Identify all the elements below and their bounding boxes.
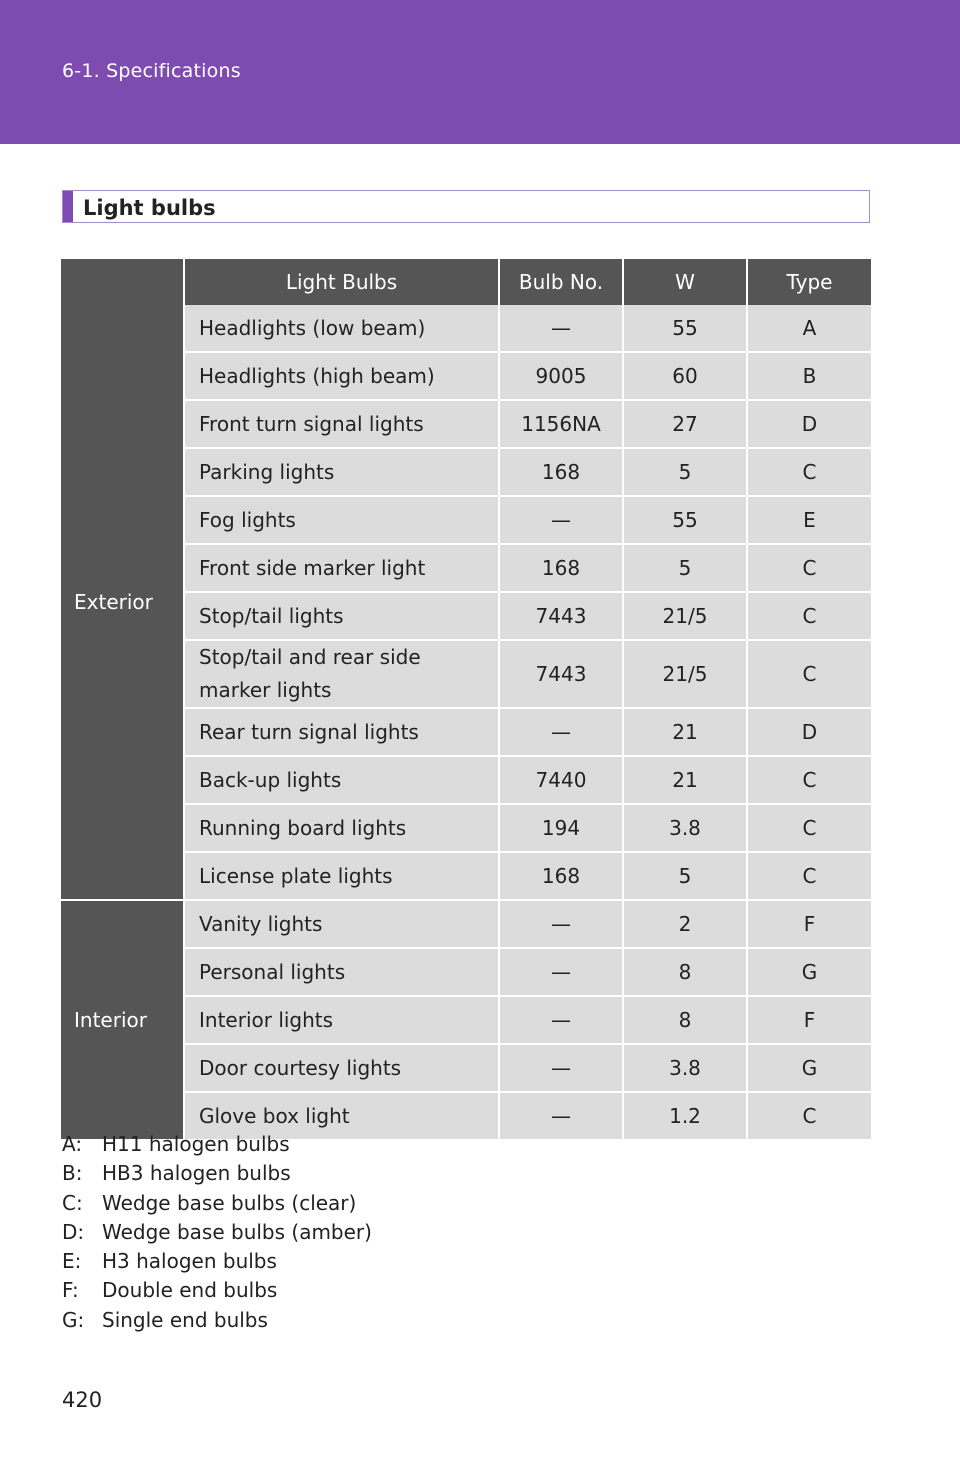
type-cell: C [747,804,871,852]
column-header: Bulb No. [499,259,623,305]
bulb-number-cell: 194 [499,804,623,852]
legend-key: G: [62,1307,85,1332]
bulb-number-cell: — [499,496,623,544]
column-header: W [623,259,747,305]
bulb-number-cell: 7443 [499,640,623,708]
bulb-number-cell: 9005 [499,352,623,400]
wattage-cell: 5 [623,448,747,496]
category-cell: Exterior [61,305,184,900]
type-cell: C [747,852,871,900]
type-cell: B [747,352,871,400]
type-cell: D [747,708,871,756]
table-header-row [61,259,871,305]
bulb-number-cell: 168 [499,544,623,592]
table-body [61,305,871,1140]
type-cell: A [747,305,871,352]
bulb-number-cell: 7443 [499,592,623,640]
bulb-name-cell: Rear turn signal lights [184,708,499,756]
bulb-number-cell: — [499,996,623,1044]
bulb-number-cell: — [499,948,623,996]
legend-item [62,1130,372,1159]
bulb-number-cell: — [499,1044,623,1092]
bulb-number-cell: 168 [499,852,623,900]
category-cell: Interior [61,900,184,1140]
column-header [61,259,184,305]
legend-text: Single end bulbs [102,1307,268,1332]
legend-text: H3 halogen bulbs [102,1249,277,1274]
type-legend [62,1130,372,1335]
legend-key: C: [62,1190,83,1215]
legend-key: A: [62,1132,83,1156]
type-cell: C [747,448,871,496]
wattage-cell: 21 [623,708,747,756]
bulb-number-cell: 168 [499,448,623,496]
type-cell: C [747,592,871,640]
legend-key: B: [62,1161,83,1186]
wattage-cell: 27 [623,400,747,448]
type-cell: C [747,756,871,804]
bulb-name-cell: Parking lights [184,448,499,496]
wattage-cell: 55 [623,496,747,544]
column-header: Light Bulbs [184,259,499,305]
type-cell: F [747,900,871,948]
wattage-cell: 21/5 [623,640,747,708]
bulb-name-cell: Stop/tail lights [184,592,499,640]
legend-text: Wedge base bulbs (amber) [102,1219,372,1244]
bulb-number-cell: — [499,305,623,352]
legend-text: Wedge base bulbs (clear) [102,1190,357,1215]
legend-text: Double end bulbs [102,1278,278,1303]
light-bulbs-table [61,259,871,1141]
bulb-name-cell: Front side marker light [184,544,499,592]
type-cell: C [747,544,871,592]
wattage-cell: 21/5 [623,592,747,640]
wattage-cell: 55 [623,305,747,352]
bulb-number-cell: 1156NA [499,400,623,448]
bulb-name-cell: License plate lights [184,852,499,900]
table-row [61,900,871,948]
legend-item [62,1159,372,1188]
legend-key: E: [62,1249,82,1274]
column-header: Type [747,259,871,305]
bulb-name-cell: Headlights (high beam) [184,352,499,400]
bulb-number-cell: — [499,1092,623,1140]
wattage-cell: 21 [623,756,747,804]
wattage-cell: 3.8 [623,804,747,852]
bulb-name-cell: Running board lights [184,804,499,852]
type-cell: F [747,996,871,1044]
wattage-cell: 5 [623,852,747,900]
legend-item [62,1276,372,1305]
header-band [0,0,960,144]
bulb-number-cell: 7440 [499,756,623,804]
bulb-name-cell: Vanity lights [184,900,499,948]
bulb-name-cell: Back-up lights [184,756,499,804]
bulb-name-cell: Headlights (low beam) [184,305,499,352]
bulb-number-cell: — [499,708,623,756]
bulb-name-cell: Personal lights [184,948,499,996]
wattage-cell: 2 [623,900,747,948]
chapter-title: 6-1. Specifications [62,60,241,82]
bulb-name-cell: Glove box light [184,1092,499,1140]
wattage-cell: 5 [623,544,747,592]
legend-key: F: [62,1278,79,1303]
section-accent [63,191,73,222]
legend-text: H11 halogen bulbs [102,1132,290,1156]
wattage-cell: 3.8 [623,1044,747,1092]
page-number: 420 [62,1388,103,1412]
legend-item [62,1247,372,1276]
wattage-cell: 8 [623,996,747,1044]
bulb-name-cell: Front turn signal lights [184,400,499,448]
bulb-name-cell: Fog lights [184,496,499,544]
section-title: Light bulbs [83,196,216,220]
bulb-name-cell: Interior lights [184,996,499,1044]
type-cell: G [747,1044,871,1092]
legend-key: D: [62,1219,85,1244]
bulb-number-cell: — [499,900,623,948]
wattage-cell: 8 [623,948,747,996]
type-cell: C [747,1092,871,1140]
type-cell: D [747,400,871,448]
section-heading [62,190,870,223]
type-cell: G [747,948,871,996]
legend-item [62,1306,372,1335]
bulb-name-cell: Stop/tail and rear side marker lights [184,640,499,708]
type-cell: E [747,496,871,544]
legend-item [62,1189,372,1218]
table-row [61,305,871,352]
legend-text: HB3 halogen bulbs [102,1161,291,1186]
bulb-name-cell: Door courtesy lights [184,1044,499,1092]
wattage-cell: 60 [623,352,747,400]
wattage-cell: 1.2 [623,1092,747,1140]
type-cell: C [747,640,871,708]
legend-item [62,1218,372,1247]
